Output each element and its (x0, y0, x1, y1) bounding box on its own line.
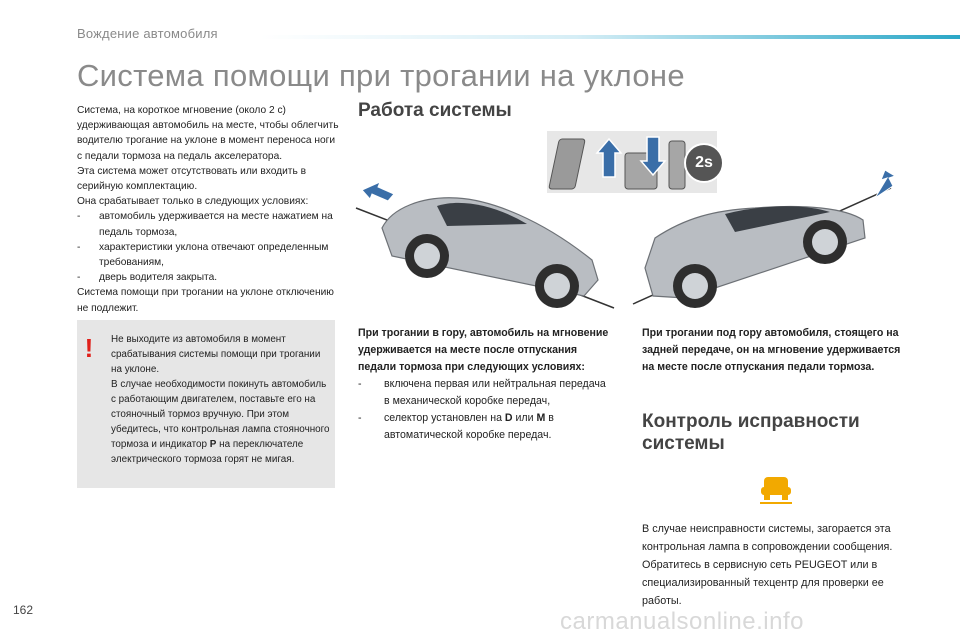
arrow-back-icon (362, 182, 394, 201)
watermark: carmanualsonline.info (560, 608, 804, 635)
timer-badge-icon: 2s (684, 143, 724, 183)
page-number: 162 (13, 603, 34, 617)
intro-paragraph: Она срабатывает только в следующих условиях: (77, 196, 309, 208)
uphill-condition: - селектор установлен на D или M в автоматической коробке передач. (358, 412, 554, 441)
downhill-description: При трогании под гору автомобиля, стоящего на задней передаче, он на мгновение удерживается на месте после отпускания педали тормоза. (642, 327, 901, 373)
hill-assist-warning-lamp-icon (758, 473, 794, 505)
section-label: Вождение автомобиля (77, 26, 218, 41)
condition-item: - характеристики уклона отвечают определенным требованиям, (77, 241, 329, 269)
warning-icon: ! (84, 333, 94, 363)
control-text: В случае неисправности системы, загорается эта контрольная лампа в сопровождении сообщения. Обратитесь в сервисную сеть PEUGEOT или в специализированный техцентр для проверки ее работы. (642, 523, 893, 607)
uphill-car-illustration (352, 168, 622, 318)
warning-text: Не выходите из автомобиля в момент срабатывания системы помощи при трогании на уклоне. В случае необходимости покинуть автомобиль с работающим двигателем, поставьте его на стояночный тормоз вручную. При этом убедитесь, что контрольная лампа стояночного тормоза и индикатор P на переключателе электрического тормоза горят не мигая. (111, 334, 330, 465)
uphill-description: При трогании в гору, автомобиль на мгновение удерживается на месте после отпускания педали тормоза при следующих условиях: - включена первая или нейтральная передача в механической коробке передач, - селектор установлен на D или M в автоматической коробке передач. (358, 325, 613, 444)
header-divider (260, 35, 960, 39)
intro-paragraph: Система помощи при трогании на уклоне отключению не подлежит. (77, 287, 334, 314)
intro-paragraph: Эта система может отсутствовать или входить в серийную комплектацию. (77, 165, 306, 193)
condition-item: - дверь водителя закрыта. (77, 272, 218, 284)
intro-text (77, 103, 339, 316)
gear-indicator-p: P (209, 439, 217, 450)
intro-paragraph: Система, на короткое мгновение (около 2 с) удерживающая автомобиль на месте, чтобы облегчить водителю трогание на уклоне в момент переноса ноги с педали тормоза на педаль акселератора. (77, 105, 339, 162)
warning-box (77, 320, 335, 488)
control-title: Контроль исправности системы (642, 411, 860, 454)
condition-item: - автомобиль удерживается на месте нажатием на педаль тормоза, (77, 211, 333, 238)
page-title: Система помощи при трогании на уклоне (77, 58, 685, 93)
arrow-forward-icon (875, 170, 895, 198)
downhill-car-illustration (625, 168, 905, 318)
operation-title: Работа системы (358, 100, 512, 121)
uphill-condition: - включена первая или нейтральная передача в механической коробке передач, (358, 378, 606, 407)
